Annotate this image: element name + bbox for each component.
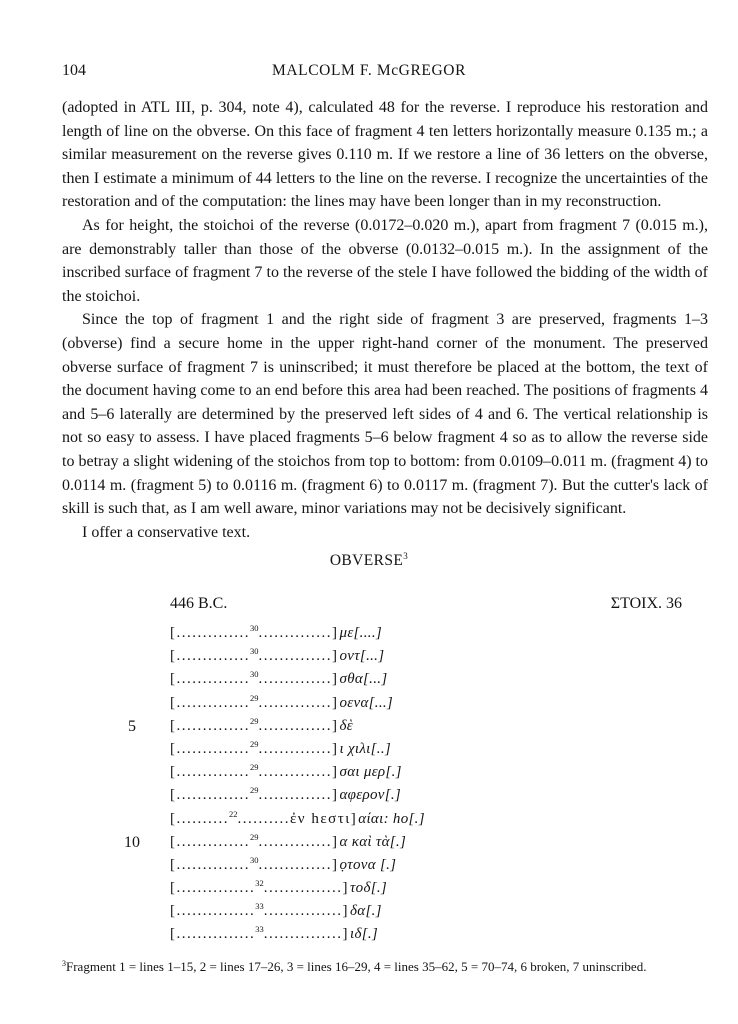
lacuna-lead: [..............	[170, 648, 250, 665]
lacuna-trail: ..............]	[258, 764, 339, 781]
inscription-line	[0, 900, 738, 923]
body-text	[62, 96, 708, 544]
lacuna-lead: [..............	[170, 740, 250, 757]
lacuna	[170, 645, 339, 669]
page-number: 104	[62, 62, 86, 79]
footnote-text: Fragment 1 = lines 1–15, 2 = lines 17–26, 3 = lines 16–29, 4 = lines 35–62, 5 = 70–74, 6 broken, 7 uninscribed.	[66, 959, 647, 974]
paragraph-1: (adopted in ATL III, p. 304, note 4), calculated 48 for the reverse. I reproduce his restoration and length of line on the obverse. On this face of fragment 4 ten letters horizontally measure 0.135 m.; a similar measurement on the reverse gives 0.110 m. If we restore a line of 36 letters on the obverse, then I estimate a minimum of 44 letters to the line on the reverse. I recognize the uncertainties of the restoration and of the computation: the lines may have been longer than in my reconstruction.	[62, 99, 708, 211]
lacuna-trail: ..............]	[258, 787, 339, 804]
preserved-text: τοδ[.]	[350, 880, 388, 897]
lacuna-trail: ..............]	[258, 625, 339, 641]
preserved-text: αφερον[.]	[339, 787, 402, 804]
letter-count: 29	[250, 785, 259, 796]
preserved-text: οενα[...]	[339, 694, 394, 711]
lacuna-trail: ..............]	[258, 717, 339, 734]
footnote	[62, 955, 712, 976]
lacuna-lead: [..............	[170, 856, 250, 873]
lacuna-trail: ..............]	[258, 833, 339, 850]
preserved-text: σαι μερ[.]	[339, 764, 402, 781]
letter-count: 29	[250, 692, 259, 703]
inscription-line	[0, 877, 738, 900]
inscription-line	[0, 831, 738, 854]
paragraph-4: I offer a conservative text.	[82, 523, 251, 541]
inscription-line	[0, 761, 738, 784]
section-title	[0, 551, 738, 570]
lacuna-trail: ..............]	[258, 671, 339, 688]
lacuna-trail: ..............]	[258, 648, 339, 665]
letter-count: 30	[250, 623, 259, 633]
lacuna-trail: ..............]	[258, 694, 339, 711]
stoichedon-label: ΣΤΟΙΧ. 36	[610, 595, 682, 612]
lacuna-lead: [...............	[170, 880, 256, 897]
line-number: 10	[124, 833, 140, 851]
lacuna-lead: [...............	[170, 926, 256, 943]
letter-count: 30	[250, 669, 259, 680]
lacuna	[170, 692, 339, 716]
lacuna	[170, 738, 339, 762]
lacuna-lead: [...............	[170, 903, 256, 920]
inscription-line	[0, 668, 738, 691]
line-number: 5	[128, 717, 136, 735]
lacuna-trail: ..........ἐν hεστι]	[237, 810, 358, 827]
paragraph-3: Since the top of fragment 1 and the right side of fragment 3 are preserved, fragments 1–3 (obverse) find a secure home in the upper right-hand corner of the monument. The preserved obverse surface of fragment 7 is uninscribed; it must therefore be placed at the bottom, the text of the document having come to an end before this area had been reached. The positions of fragments 4 and 5–6 laterally are determined by the preserved left sides of 4 and 6. The vertical relationship is not so easy to assess. I have placed fragments 5–6 below fragment 4 so as to allow the reverse side to betray a slight widening of the stoichos from top to bottom: from 0.0109–0.011 m. (fragment 4) to 0.0114 m. (fragment 5) to 0.0116 m. (fragment 6) to 0.0117 m. (fragment 7). But the cutter's lack of skill is such that, as I am well aware, minor variations may not be decisively significant.	[62, 311, 708, 518]
inscription-line	[0, 645, 738, 668]
footnote-marker: 3	[62, 959, 66, 968]
inscription-line	[0, 923, 738, 946]
paragraph-2: As for height, the stoichoi of the reverse (0.0172–0.020 m.), apart from fragment 7 (0.015 m.), are demonstrably taller than those of the obverse (0.0132–0.015 m.). In the assignment of the inscribed surface of fragment 7 to the reverse of the stele I have followed the bidding of the width of the stoichoi.	[62, 216, 708, 305]
lacuna-lead: [..............	[170, 671, 250, 688]
preserved-text: οντ[...]	[339, 648, 385, 665]
inscription-line	[0, 715, 738, 738]
preserved-text: σθα[...]	[339, 671, 388, 688]
lacuna-trail: ...............]	[263, 926, 349, 943]
footnote-ref: 3	[403, 551, 409, 561]
section-title-text: OBVERSE	[329, 552, 404, 569]
lacuna	[170, 668, 339, 692]
letter-count: 33	[255, 924, 264, 935]
letter-count: 30	[250, 646, 259, 657]
preserved-text: αίαι: hο[.]	[358, 810, 425, 827]
letter-count: 33	[255, 901, 264, 912]
lacuna-trail: ..............]	[258, 856, 339, 873]
lacuna	[170, 715, 339, 739]
lacuna-lead: [..............	[170, 764, 250, 781]
preserved-text: α καὶ τὰ[.]	[339, 833, 407, 850]
running-head-author: MALCOLM F. McGREGOR	[271, 62, 467, 79]
lacuna	[170, 900, 349, 924]
lacuna-lead: [..............	[170, 625, 250, 641]
inscription-line	[0, 692, 738, 715]
letter-count: 29	[250, 715, 259, 726]
lacuna-lead: [..........	[170, 810, 229, 827]
lacuna-trail: ...............]	[263, 903, 349, 920]
inscription-line	[0, 738, 738, 761]
preserved-text: με[....]	[339, 625, 383, 641]
preserved-text: ι χιλι[..]	[339, 740, 392, 757]
inscription-date: 446 B.C.	[170, 595, 228, 612]
letter-count: 29	[250, 831, 259, 842]
lacuna	[170, 784, 339, 808]
letter-count: 22	[229, 808, 238, 819]
inscription-line	[0, 784, 738, 807]
inscription-text	[0, 622, 738, 947]
preserved-text: δὲ	[339, 717, 353, 734]
letter-count: 32	[255, 878, 264, 889]
lacuna-lead: [..............	[170, 694, 250, 711]
preserved-text: ọτονα [.]	[339, 856, 397, 873]
preserved-text: ιδ[.]	[350, 926, 379, 943]
lacuna	[170, 923, 349, 947]
preserved-text: δα[.]	[350, 903, 382, 920]
lacuna	[170, 622, 339, 646]
inscription-line	[0, 854, 738, 877]
letter-count: 30	[250, 854, 259, 865]
lacuna	[170, 831, 339, 855]
lacuna-trail: ...............]	[263, 880, 349, 897]
lacuna	[170, 761, 339, 785]
letter-count: 29	[250, 762, 259, 773]
inscription-line	[0, 808, 738, 831]
lacuna	[170, 854, 339, 878]
inscription-line	[0, 622, 738, 645]
lacuna-lead: [..............	[170, 833, 250, 850]
lacuna-trail: ..............]	[258, 740, 339, 757]
lacuna	[170, 808, 357, 832]
letter-count: 29	[250, 738, 259, 749]
lacuna-lead: [..............	[170, 717, 250, 734]
lacuna-lead: [..............	[170, 787, 250, 804]
lacuna	[170, 877, 349, 901]
